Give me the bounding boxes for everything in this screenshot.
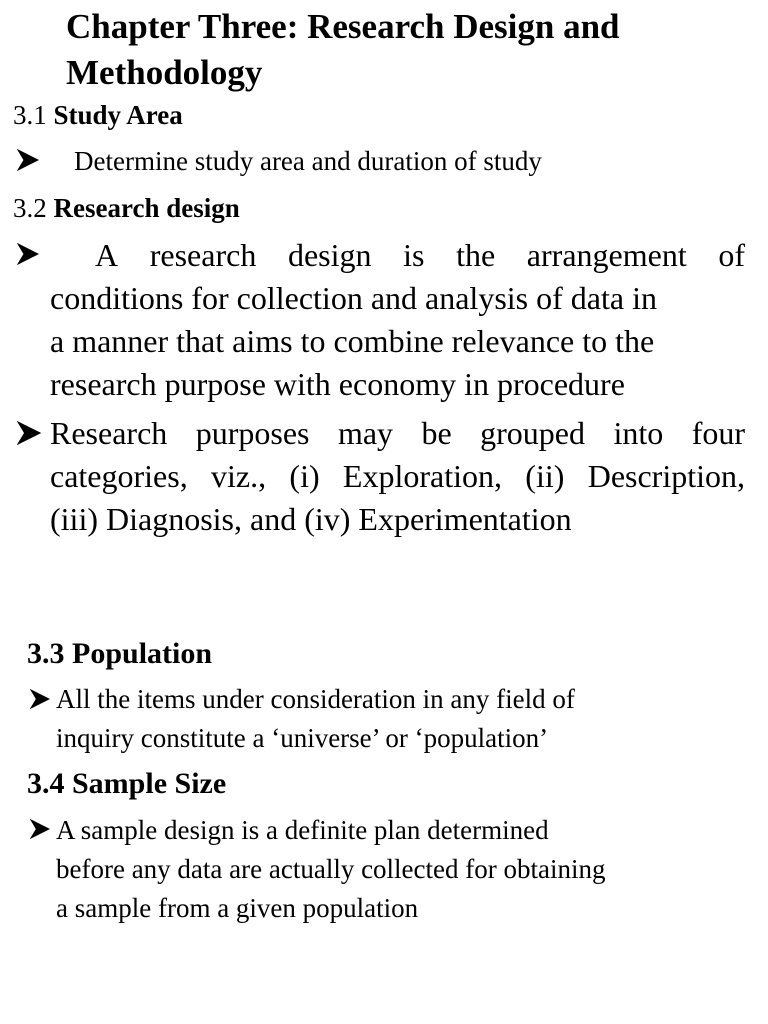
section-label: Research design (53, 193, 240, 223)
bullet-research-purposes-line-2: categories, viz., (i) Exploration, (ii) Description, (50, 458, 745, 494)
bullet-sample-size-line-1: A sample design is a definite plan determined (56, 815, 549, 845)
bullet-study-area: Determine study area and duration of study (74, 146, 542, 176)
chapter-title-line-2: Methodology (66, 53, 263, 92)
bullet-sample-size-line-3: a sample from a given population (56, 893, 419, 923)
word: A (95, 237, 119, 273)
bullet-sample-size-line-2: before any data are actually collected for obtaining (56, 854, 606, 884)
arrowhead-bullet-icon (30, 819, 50, 839)
arrowhead-bullet-icon (30, 689, 50, 709)
section-number: 3.1 (13, 100, 47, 130)
section-3-1-heading (13, 99, 183, 131)
slide-bottom (0, 600, 768, 1024)
word: design (287, 237, 372, 273)
word: the (456, 237, 496, 273)
word: is (403, 237, 425, 273)
section-label: Study Area (53, 100, 183, 130)
arrowhead-bullet-icon (17, 421, 41, 445)
bullet-research-design-line-1 (95, 234, 745, 277)
word: arrangement (526, 237, 687, 273)
arrowhead-bullet-icon (17, 149, 39, 171)
section-3-2-heading (13, 192, 240, 224)
chapter-title-line-1: Chapter Three: Research Design and (66, 7, 620, 46)
bullet-research-design-line-4: research purpose with economy in procedure (50, 366, 625, 402)
section-number: 3.2 (13, 193, 47, 223)
arrowhead-bullet-icon (17, 243, 39, 265)
section-3-3-heading: 3.3 Population (27, 637, 213, 670)
bullet-population-line-1: All the items under consideration in any field of (56, 684, 575, 714)
bullet-research-design-line-2: conditions for collection and analysis of data in (50, 280, 657, 316)
bullet-research-purposes-line-1: Research purposes may be grouped into four (50, 415, 745, 451)
bullet-research-design-line-3: a manner that aims to combine relevance to the (50, 323, 655, 359)
section-3-4-heading: 3.4 Sample Size (27, 767, 227, 800)
bullet-research-purposes-line-3: (iii) Diagnosis, and (iv) Experimentation (50, 501, 572, 537)
bullet-population-line-2: inquiry constitute a ‘universe’ or ‘population’ (56, 723, 549, 753)
chapter-title (66, 4, 756, 96)
word: of (718, 237, 745, 273)
word: research (149, 237, 257, 273)
